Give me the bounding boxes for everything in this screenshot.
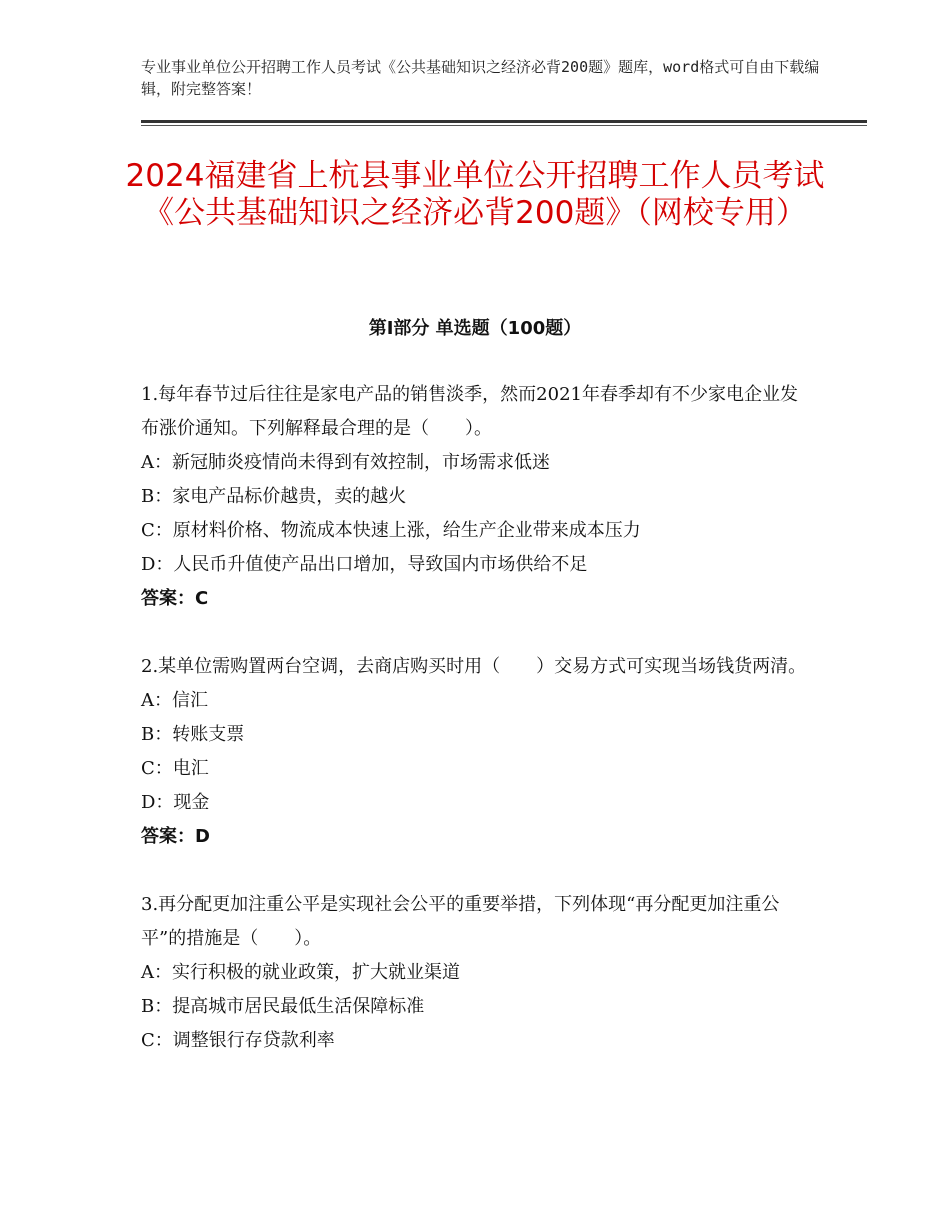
header-divider-thin xyxy=(141,125,867,126)
option-c: C：电汇 xyxy=(141,758,209,779)
answer: 答案：D xyxy=(141,826,210,847)
option-a: A：新冠肺炎疫情尚未得到有效控制，市场需求低迷 xyxy=(141,452,550,473)
option-b: B：转账支票 xyxy=(141,724,245,745)
question-list xyxy=(141,378,809,1092)
header-note: 专业事业单位公开招聘工作人员考试《公共基础知识之经济必背200题》题库，word格式可自由下载编辑，附完整答案！ xyxy=(141,58,820,98)
question-3 xyxy=(141,888,809,1058)
option-b: B：家电产品标价越贵，卖的越火 xyxy=(141,486,407,507)
answer: 答案：C xyxy=(141,588,209,609)
question-stem: 3.再分配更加注重公平是实现社会公平的重要举措，下列体现“再分配更加注重公平”的措施是（ ）。 xyxy=(141,894,780,949)
option-d: D：人民币升值使产品出口增加，导致国内市场供给不足 xyxy=(141,554,588,575)
option-c: C：原材料价格、物流成本快速上涨，给生产企业带来成本压力 xyxy=(141,520,641,541)
header-divider-thick xyxy=(141,120,867,123)
question-1 xyxy=(141,378,809,616)
section-heading: 第Ⅰ部分 单选题（100题） xyxy=(368,318,582,339)
option-a: A：实行积极的就业政策，扩大就业渠道 xyxy=(141,962,460,983)
question-stem: 1.每年春节过后往往是家电产品的销售淡季，然而2021年春季却有不少家电企业发布涨价通知。下列解释最合理的是（ ）。 xyxy=(141,384,798,439)
option-b: B：提高城市居民最低生活保障标准 xyxy=(141,996,425,1017)
option-c: C：调整银行存贷款利率 xyxy=(141,1030,335,1051)
option-a: A：信汇 xyxy=(141,690,208,711)
question-2 xyxy=(141,650,809,854)
option-d: D：现金 xyxy=(141,792,210,813)
question-stem: 2.某单位需购置两台空调，去商店购买时用（ ）交易方式可实现当场钱货两清。 xyxy=(141,656,807,677)
document-title: 2024福建省上杭县事业单位公开招聘工作人员考试《公共基础知识之经济必背200题》（网校专用） xyxy=(125,158,825,231)
